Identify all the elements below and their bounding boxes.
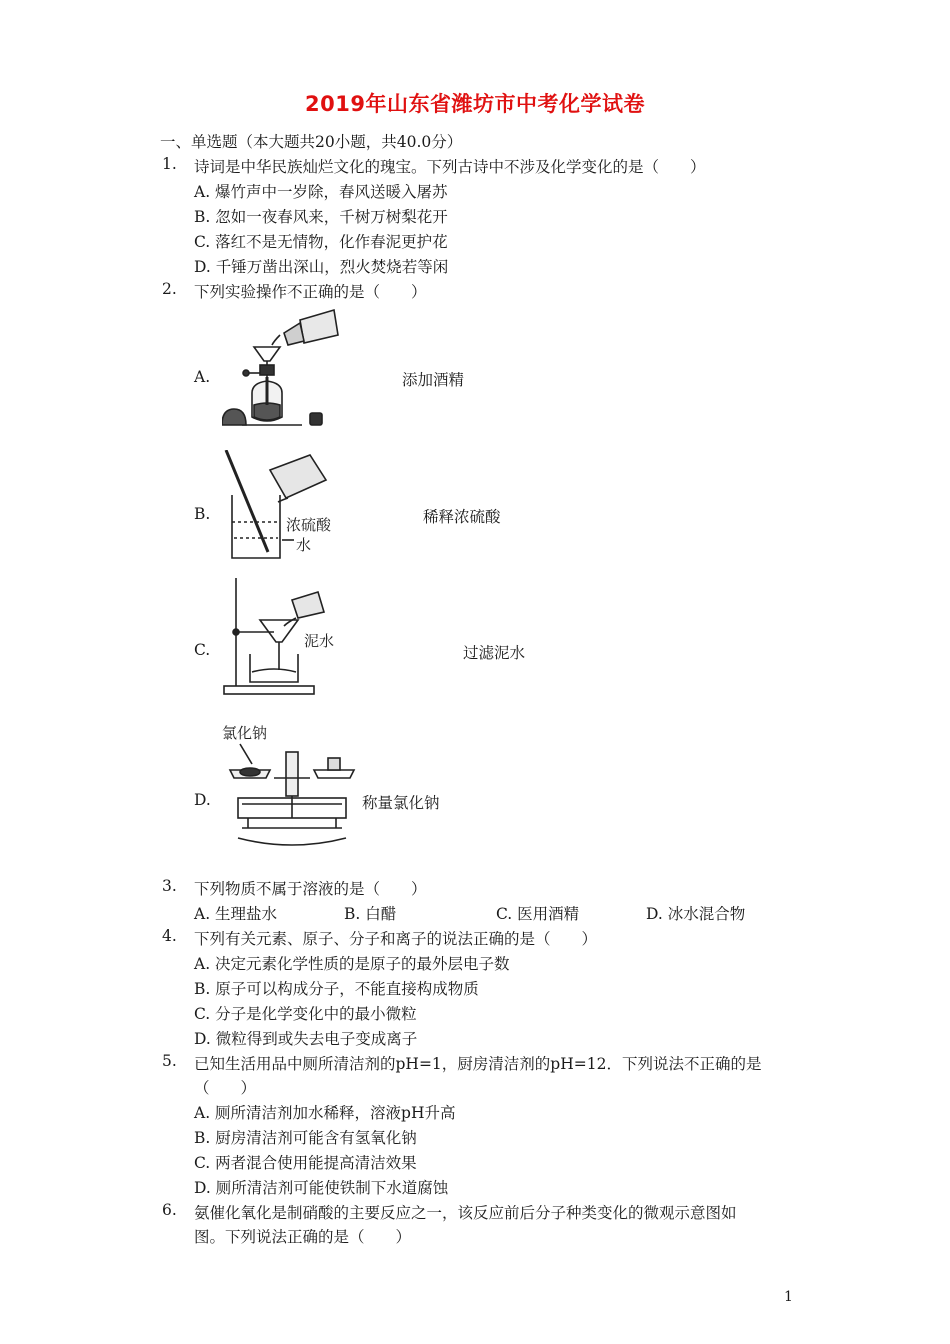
option-letter-a: A. [194, 368, 211, 386]
option-caption: 稀释浓硫酸 [423, 508, 501, 526]
option-caption: 添加酒精 [402, 371, 465, 389]
question-stem: 氨催化氧化是制硝酸的主要反应之一，该反应前后分子种类变化的微观示意图如 [194, 1204, 737, 1222]
option-d: D. 千锤万凿出深山，烈火焚烧若等闲 [194, 258, 449, 276]
fig-label-acid: 浓硫酸 [286, 516, 332, 534]
filtration-figure [222, 578, 342, 700]
fig-label-water: 水 [296, 536, 312, 554]
question-number: 5. [162, 1052, 177, 1070]
option-c: C. 医用酒精 [496, 905, 580, 923]
question-number: 1. [162, 155, 177, 173]
option-d: D. 微粒得到或失去电子变成离子 [194, 1030, 418, 1048]
option-caption: 过滤泥水 [463, 644, 526, 662]
option-letter-c: C. [194, 641, 211, 659]
question-number: 2. [162, 280, 177, 298]
option-b: B. 厨房清洁剂可能含有氢氧化钠 [194, 1129, 417, 1147]
question-stem: 下列有关元素、原子、分子和离子的说法正确的是（ ） [194, 930, 598, 948]
section-heading: 一、单选题（本大题共20小题，共40.0分） [160, 133, 463, 151]
question-number: 6. [162, 1201, 177, 1219]
question-stem-cont: 图。下列说法正确的是（ ） [194, 1228, 412, 1246]
option-letter-b: B. [194, 505, 211, 523]
question-stem: 已知生活用品中厕所清洁剂的pH=1，厨房清洁剂的pH=12．下列说法不正确的是 [194, 1055, 762, 1073]
option-c: C. 落红不是无情物，化作春泥更护花 [194, 233, 448, 251]
page-title: 2019年山东省潍坊市中考化学试卷 [305, 92, 645, 116]
option-a: A. 决定元素化学性质的是原子的最外层电子数 [194, 955, 510, 973]
option-d: D. 冰水混合物 [646, 905, 746, 923]
question-stem: 下列物质不属于溶液的是（ ） [194, 880, 427, 898]
option-d: D. 厕所清洁剂可能使铁制下水道腐蚀 [194, 1179, 449, 1197]
question-stem: 诗词是中华民族灿烂文化的瑰宝。下列古诗中不涉及化学变化的是（ ） [194, 158, 706, 176]
option-caption: 称量氯化钠 [362, 794, 440, 812]
balance-figure [218, 718, 363, 860]
question-stem: 下列实验操作不正确的是（ ） [194, 283, 427, 301]
option-b: B. 原子可以构成分子，不能直接构成物质 [194, 980, 479, 998]
option-a: A. 生理盐水 [194, 905, 278, 923]
option-b: B. 忽如一夜春风来，千树万树梨花开 [194, 208, 448, 226]
option-c: C. 两者混合使用能提高清洁效果 [194, 1154, 417, 1172]
option-b: B. 白醋 [344, 905, 397, 923]
option-letter-d: D. [194, 791, 211, 809]
fig-label-nacl: 氯化钠 [222, 724, 268, 742]
question-number: 3. [162, 877, 177, 895]
question-number: 4. [162, 927, 177, 945]
dilute-acid-figure [222, 450, 352, 565]
option-c: C. 分子是化学变化中的最小微粒 [194, 1005, 417, 1023]
page-number: 1 [784, 1289, 793, 1305]
fig-label-mud: 泥水 [304, 632, 335, 650]
option-a: A. 爆竹声中一岁除，春风送暖入屠苏 [194, 183, 448, 201]
alcohol-lamp-figure [222, 305, 347, 430]
question-stem-cont: （ ） [194, 1079, 257, 1097]
option-a: A. 厕所清洁剂加水稀释，溶液pH升高 [194, 1104, 456, 1122]
